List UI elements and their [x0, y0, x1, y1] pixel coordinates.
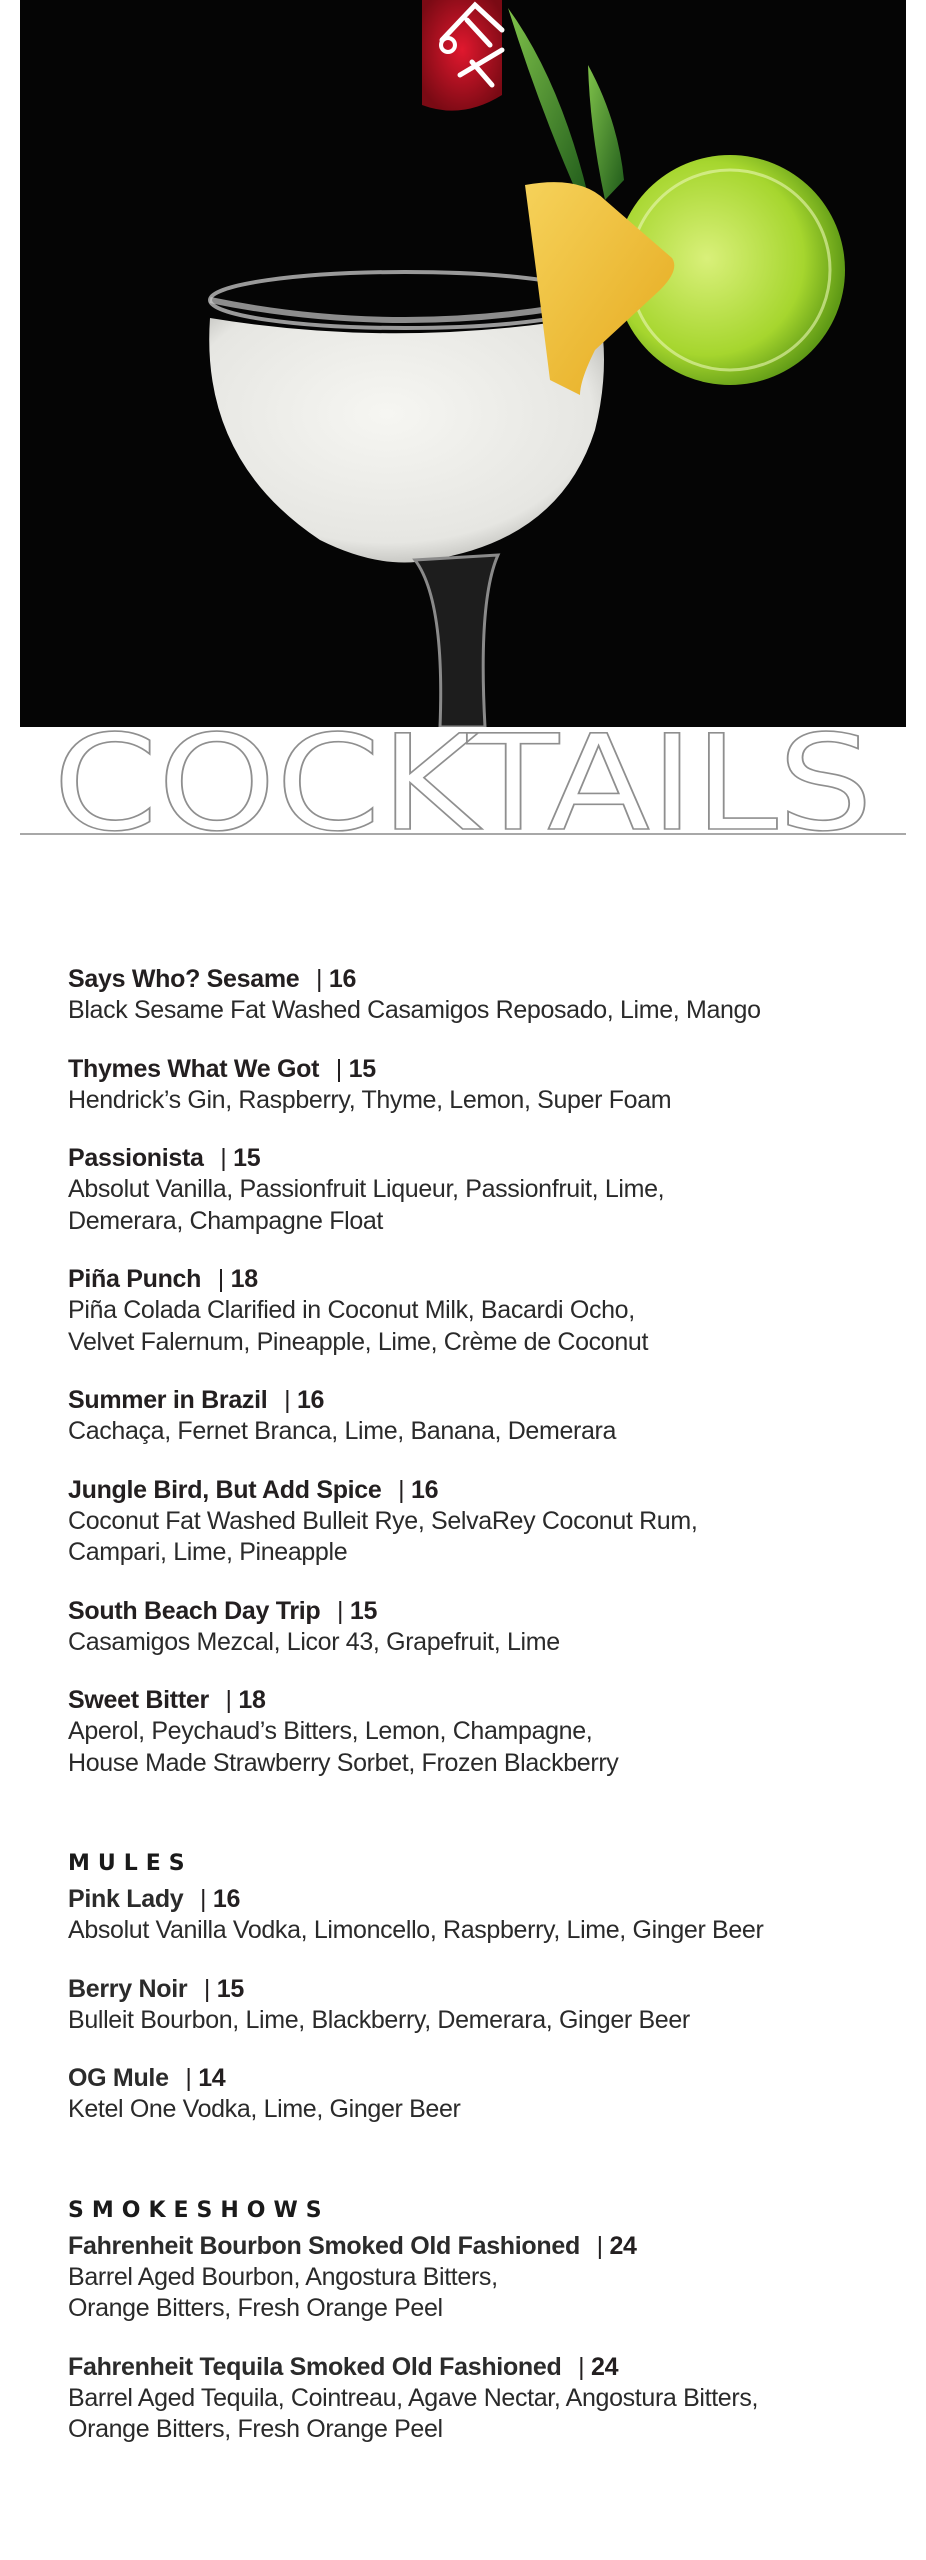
menu-item-title [68, 1685, 888, 1716]
menu-item [68, 1974, 888, 2037]
drink-name: Berry Noir [68, 1974, 188, 2003]
drink-price: 16 [212, 1885, 241, 1913]
drink-name: Summer in Brazil [68, 1386, 268, 1414]
price-separator: | [329, 1054, 349, 1083]
drink-price: 16 [411, 1475, 439, 1504]
menu-item-title [68, 1475, 888, 1506]
drink-name: Fahrenheit Bourbon Smoked Old Fashioned [68, 2231, 580, 2260]
drink-price: 16 [296, 1386, 325, 1414]
drink-ingredients: Aperol, Peychaud’s Bitters, Lemon, Champagne, [68, 1717, 593, 1745]
drink-ingredients: Piña Colada Clarified in Coconut Milk, Bacardi Ocho, [68, 1296, 635, 1324]
drink-price: 14 [198, 2064, 226, 2092]
menu-item [68, 1884, 888, 1947]
menu-item-title [68, 1974, 888, 2005]
drink-ingredients: Coconut Fat Washed Bulleit Rye, SelvaRey Coconut Rum, [68, 1506, 698, 1535]
price-separator: | [330, 1596, 350, 1625]
menu-item-title [68, 2063, 888, 2094]
drink-name: Sweet Bitter [68, 1686, 209, 1714]
mules-section [68, 1851, 888, 2126]
menu-item [68, 1475, 888, 1569]
cocktails-section [68, 964, 888, 1779]
price-separator: | [211, 1265, 231, 1293]
drink-ingredients: Absolut Vanilla, Passionfruit Liqueur, Passionfruit, Lime, [68, 1175, 665, 1203]
drink-name: Pink Lady [68, 1885, 184, 1913]
section-heading-smokeshows: SMOKESHOWS [68, 2197, 330, 2223]
price-separator: | [589, 2231, 610, 2260]
drink-name: OG Mule [68, 2064, 169, 2092]
price-separator: | [218, 1686, 239, 1714]
price-separator: | [193, 1885, 213, 1913]
menu-item [68, 2063, 888, 2126]
menu-item [68, 2352, 888, 2446]
smokeshows-section [68, 2198, 888, 2446]
menu-item-title [68, 2231, 888, 2262]
menu-item [68, 964, 888, 1027]
drink-ingredients: Velvet Falernum, Pineapple, Lime, Crème de Coconut [68, 1327, 649, 1356]
page-title: COCKTAILS [53, 727, 873, 833]
menu-item-title [68, 964, 888, 995]
drink-price: 15 [348, 1054, 376, 1083]
drink-ingredients: Bulleit Bourbon, Lime, Blackberry, Demerara, Ginger Beer [68, 2005, 690, 2034]
price-separator: | [197, 1974, 217, 2003]
price-separator: | [309, 965, 329, 993]
drink-price: 16 [328, 965, 357, 993]
drink-ingredients: Barrel Aged Bourbon, Angostura Bitters, [68, 2262, 498, 2291]
drink-ingredients: Barrel Aged Tequila, Cointreau, Agave Nectar, Angostura Bitters, [68, 2383, 759, 2412]
menu-item [68, 1054, 888, 1117]
price-separator: | [178, 2064, 199, 2092]
cocktail-illustration [20, 0, 906, 727]
menu-item-title [68, 1884, 888, 1915]
drink-ingredients: Demerara, Champagne Float [68, 1206, 384, 1235]
drink-ingredients: Black Sesame Fat Washed Casamigos Reposado, Lime, Mango [68, 996, 761, 1024]
menu-item [68, 1264, 888, 1358]
drink-price: 24 [609, 2231, 637, 2260]
drink-price: 18 [230, 1265, 258, 1293]
menu-item-title [68, 2352, 888, 2383]
drink-name: Fahrenheit Tequila Smoked Old Fashioned [68, 2352, 562, 2381]
menu-item-title [68, 1385, 888, 1416]
drink-ingredients: House Made Strawberry Sorbet, Frozen Blackberry [68, 1748, 619, 1777]
price-separator: | [571, 2352, 591, 2381]
drink-price: 15 [233, 1144, 261, 1172]
drink-ingredients: Orange Bitters, Fresh Orange Peel [68, 2415, 443, 2443]
price-separator: | [213, 1144, 234, 1172]
drink-name: Piña Punch [68, 1265, 202, 1293]
drink-price: 15 [349, 1596, 378, 1625]
drink-name: Thymes What We Got [68, 1054, 320, 1083]
price-separator: | [277, 1386, 297, 1414]
menu-item [68, 1143, 888, 1237]
drink-name: South Beach Day Trip [68, 1596, 321, 1625]
menu-item [68, 2231, 888, 2325]
menu-item [68, 1596, 888, 1659]
drink-name: Jungle Bird, But Add Spice [68, 1475, 382, 1504]
menu-item-title [68, 1596, 888, 1627]
menu-item [68, 1685, 888, 1779]
logo-badge-icon [422, 0, 502, 111]
hero-cocktail-photo [20, 0, 906, 727]
drink-ingredients: Campari, Lime, Pineapple [68, 1538, 348, 1566]
page-title-banner [20, 727, 906, 835]
drink-ingredients: Casamigos Mezcal, Licor 43, Grapefruit, Lime [68, 1627, 560, 1656]
drink-ingredients: Orange Bitters, Fresh Orange Peel [68, 2294, 443, 2322]
price-separator: | [391, 1475, 412, 1504]
drink-name: Says Who? Sesame [68, 965, 300, 993]
drink-ingredients: Cachaça, Fernet Branca, Lime, Banana, Demerara [68, 1417, 617, 1445]
menu-item-title [68, 1143, 888, 1174]
drink-price: 24 [590, 2352, 619, 2381]
drink-name: Passionista [68, 1144, 204, 1172]
menu-content [68, 964, 888, 2473]
drink-ingredients: Hendrick’s Gin, Raspberry, Thyme, Lemon, Super Foam [68, 1085, 672, 1114]
section-heading-mules: MULES [68, 1851, 193, 1876]
drink-price: 18 [238, 1686, 266, 1714]
drink-ingredients: Absolut Vanilla Vodka, Limoncello, Raspberry, Lime, Ginger Beer [68, 1916, 764, 1944]
menu-item [68, 1385, 888, 1448]
menu-item-title [68, 1054, 888, 1085]
drink-price: 15 [216, 1974, 244, 2003]
menu-item-title [68, 1264, 888, 1295]
drink-ingredients: Ketel One Vodka, Lime, Ginger Beer [68, 2095, 461, 2123]
